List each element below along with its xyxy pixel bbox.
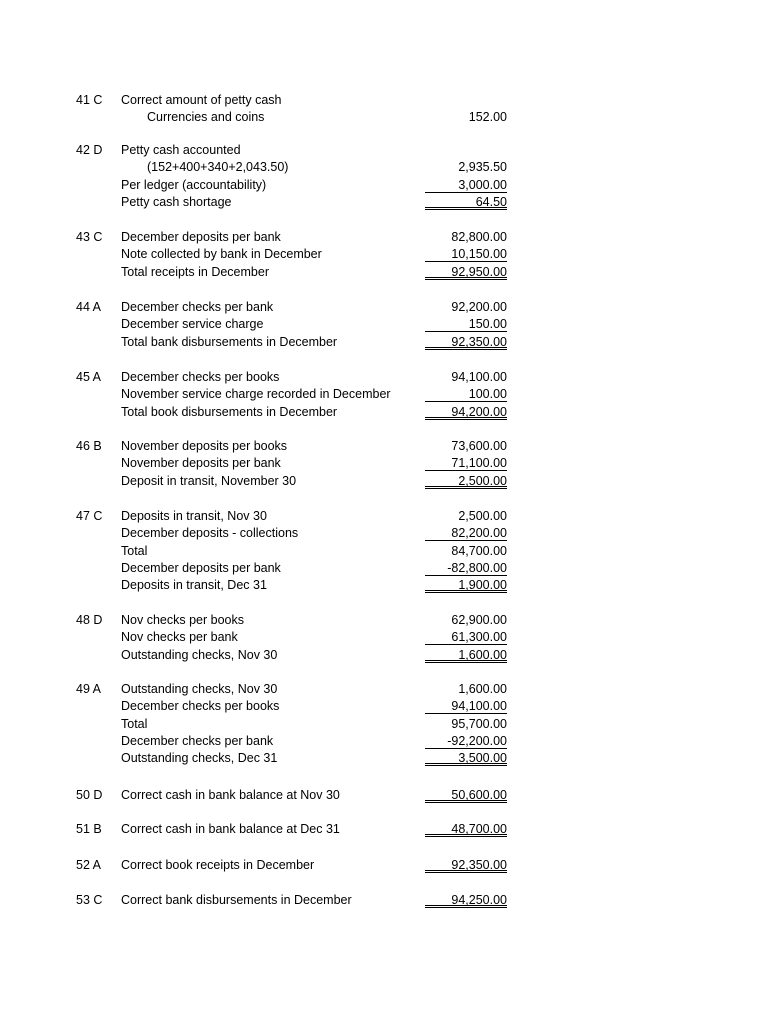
line-amount: 1,900.00 — [425, 577, 507, 593]
line-amount: 1,600.00 — [458, 682, 507, 696]
answer-line — [0, 473, 768, 490]
line-description: December checks per bank — [121, 300, 274, 314]
line-amount: 92,200.00 — [451, 300, 507, 314]
line-amount: 150.00 — [425, 316, 507, 332]
line-description: December checks per books — [121, 370, 280, 384]
answer-line — [0, 177, 768, 194]
item-number: 51 B — [76, 822, 102, 836]
answer-line — [0, 508, 768, 525]
answer-line — [0, 577, 768, 594]
answer-line — [0, 264, 768, 281]
answer-line — [0, 142, 768, 159]
answer-line — [0, 681, 768, 698]
line-description: December checks per books — [121, 699, 280, 714]
line-description: Total bank disbursements in December — [121, 334, 338, 349]
answer-line — [0, 159, 768, 176]
line-amount: 82,800.00 — [451, 230, 507, 244]
line-amount: 92,350.00 — [425, 334, 507, 350]
answer-line — [0, 369, 768, 386]
line-description: November deposits per books — [121, 439, 288, 453]
line-amount: 94,200.00 — [425, 404, 507, 420]
answer-line — [0, 109, 768, 126]
answer-line — [0, 229, 768, 246]
answer-line — [0, 750, 768, 767]
line-amount: 62,900.00 — [451, 613, 507, 627]
line-amount: 92,350.00 — [425, 857, 507, 873]
item-number: 49 A — [76, 682, 102, 696]
line-description: Correct cash in bank balance at Dec 31 — [121, 822, 340, 836]
line-description: December deposits per bank — [121, 230, 281, 244]
line-amount: 2,935.50 — [458, 160, 507, 175]
answer-line — [0, 612, 768, 629]
line-description: December service charge — [121, 317, 264, 332]
answer-line — [0, 299, 768, 316]
line-description: Deposits in transit, Dec 31 — [121, 578, 267, 593]
line-description: December checks per bank — [121, 733, 274, 748]
line-description: (152+400+340+2,043.50) — [147, 160, 289, 175]
line-amount: 71,100.00 — [425, 455, 507, 471]
line-description: Per ledger (accountability) — [121, 177, 267, 192]
answer-line — [0, 821, 768, 838]
line-description: Total — [121, 716, 148, 731]
answer-line — [0, 892, 768, 909]
answer-line — [0, 787, 768, 804]
line-description: Correct book receipts in December — [121, 858, 315, 872]
line-amount: 10,150.00 — [425, 246, 507, 262]
line-amount: 64.50 — [425, 194, 507, 210]
line-amount: 2,500.00 — [458, 509, 507, 523]
line-description: Currencies and coins — [147, 110, 265, 125]
line-amount: -92,200.00 — [425, 733, 507, 749]
line-amount: 100.00 — [425, 386, 507, 402]
answer-line — [0, 716, 768, 733]
line-amount: 73,600.00 — [451, 439, 507, 453]
line-amount: 84,700.00 — [451, 543, 507, 558]
line-description: Note collected by bank in December — [121, 247, 322, 262]
line-amount: 94,100.00 — [451, 370, 507, 384]
line-amount: 61,300.00 — [425, 629, 507, 645]
line-amount: 3,000.00 — [425, 177, 507, 193]
line-description: December deposits per bank — [121, 560, 281, 575]
line-amount: 48,700.00 — [425, 821, 507, 837]
line-description: Correct amount of petty cash — [121, 93, 282, 107]
answer-line — [0, 647, 768, 664]
answer-line — [0, 525, 768, 542]
line-description: Outstanding checks, Dec 31 — [121, 751, 278, 766]
item-number: 50 D — [76, 788, 103, 802]
item-number: 52 A — [76, 858, 102, 872]
line-description: Correct bank disbursements in December — [121, 893, 352, 907]
answer-line — [0, 334, 768, 351]
item-number: 41 C — [76, 93, 103, 107]
line-description: Nov checks per books — [121, 613, 244, 627]
line-amount: 1,600.00 — [425, 647, 507, 663]
line-description: Correct cash in bank balance at Nov 30 — [121, 788, 340, 802]
line-description: November service charge recorded in December — [121, 387, 391, 402]
line-amount: -82,800.00 — [425, 560, 507, 576]
item-number: 43 C — [76, 230, 103, 244]
line-description: Outstanding checks, Nov 30 — [121, 682, 278, 696]
answer-line — [0, 629, 768, 646]
line-amount: 2,500.00 — [425, 473, 507, 489]
item-number: 46 B — [76, 439, 102, 453]
answer-line — [0, 698, 768, 715]
answer-line — [0, 246, 768, 263]
answer-line — [0, 733, 768, 750]
line-description: Deposit in transit, November 30 — [121, 473, 297, 488]
line-description: November deposits per bank — [121, 456, 281, 471]
line-description: Deposits in transit, Nov 30 — [121, 509, 267, 523]
item-number: 47 C — [76, 509, 103, 523]
answer-line — [0, 194, 768, 211]
line-description: Total — [121, 543, 148, 558]
answer-line — [0, 560, 768, 577]
line-amount: 92,950.00 — [425, 264, 507, 280]
line-amount: 3,500.00 — [425, 750, 507, 766]
line-description: December deposits - collections — [121, 526, 299, 541]
item-number: 42 D — [76, 143, 103, 157]
line-description: Total receipts in December — [121, 264, 269, 279]
item-number: 48 D — [76, 613, 103, 627]
line-amount: 50,600.00 — [425, 787, 507, 803]
answer-line — [0, 455, 768, 472]
answer-line — [0, 438, 768, 455]
item-number: 44 A — [76, 300, 102, 314]
answer-line — [0, 404, 768, 421]
answer-line — [0, 543, 768, 560]
item-number: 45 A — [76, 370, 102, 384]
line-amount: 94,250.00 — [425, 892, 507, 908]
line-description: Petty cash shortage — [121, 194, 232, 209]
line-amount: 94,100.00 — [425, 698, 507, 714]
line-amount: 95,700.00 — [451, 716, 507, 731]
line-amount: 152.00 — [468, 110, 507, 125]
answer-line — [0, 316, 768, 333]
line-amount: 82,200.00 — [425, 525, 507, 541]
answer-line — [0, 857, 768, 874]
answer-line — [0, 92, 768, 109]
line-description: Nov checks per bank — [121, 630, 238, 645]
line-description: Total book disbursements in December — [121, 404, 338, 419]
line-description: Petty cash accounted — [121, 143, 241, 157]
item-number: 53 C — [76, 893, 103, 907]
line-description: Outstanding checks, Nov 30 — [121, 647, 278, 662]
answer-line — [0, 386, 768, 403]
